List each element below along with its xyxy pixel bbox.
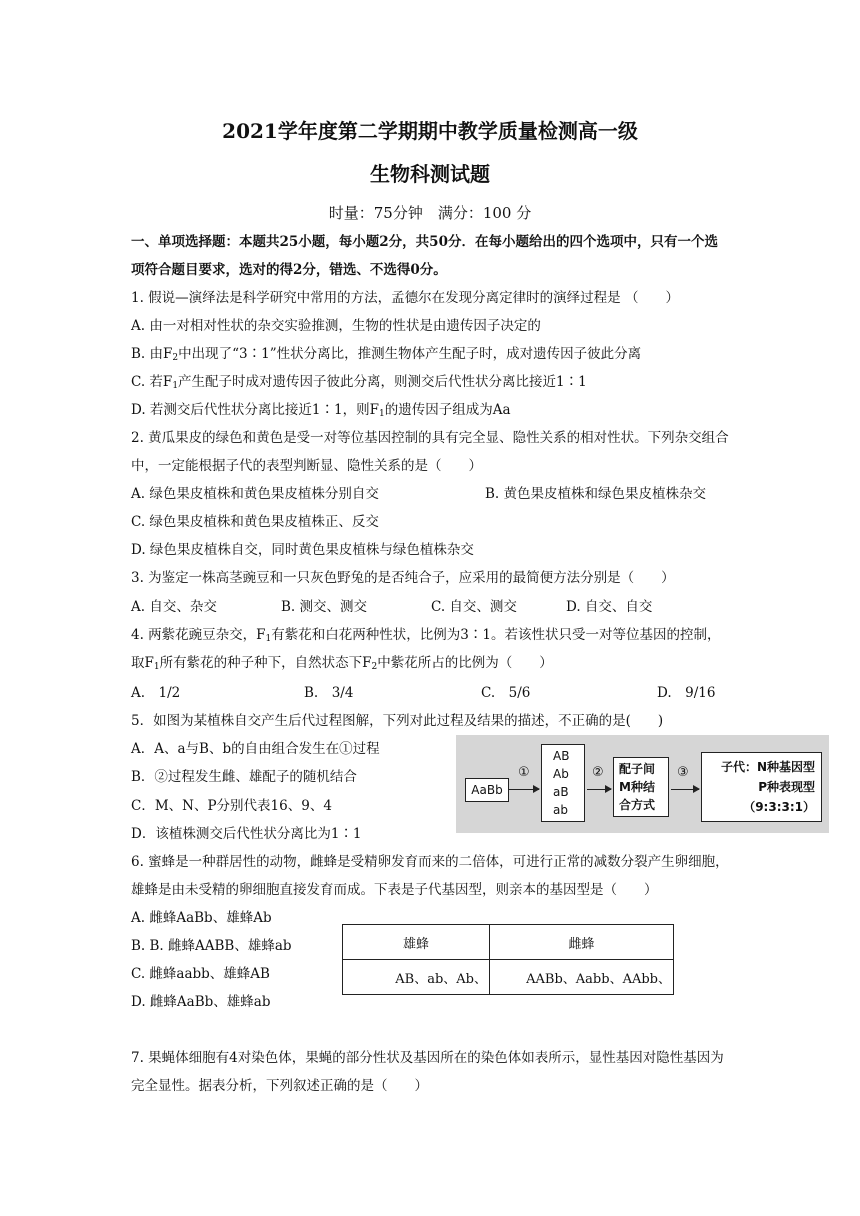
exam-time-info: 时量：75分钟 满分：100 分 (328, 204, 532, 222)
gamete-item: aB (553, 785, 569, 799)
q7-stem-line1: 7. 果蝇体细胞有4对染色体，果蝇的部分性状及基因所在的染色体如表所示，显性基因对隐性基因为 (131, 1050, 724, 1066)
q7-stem-line2: 完全显性。据表分析，下列叙述正确的是（ ） (131, 1078, 428, 1094)
step1-arrow (509, 789, 539, 790)
parent-genotype-box: AaBb (465, 778, 509, 802)
table-header-cell: 雌蜂 (490, 925, 674, 960)
q5-stem: 5．如图为某植株自交产生后代过程图解，下列对此过程及结果的描述，不正确的是( ) (131, 713, 664, 729)
exam-subject: 生物科测试题 (370, 162, 490, 186)
q2-option-c: C. 绿色果皮植株和黄色果皮植株正、反交 (131, 514, 379, 530)
q2-stem-line1: 2. 黄瓜果皮的绿色和黄色是受一对等位基因控制的具有完全显、隐性关系的相对性状。下列杂交组合 (131, 430, 729, 446)
q4-option-d: D. 9/16 (657, 685, 716, 701)
step2-label: ② (592, 765, 604, 780)
q4-stem-line1: 4. 两紫花豌豆杂交，$F_1$有紫花和白花两种性状，比例为3∶1。若该性状只受一对等位基因的控制， (131, 627, 721, 644)
combination-text: 配子间 (619, 762, 656, 776)
combination-box (613, 757, 669, 817)
q2-stem-line2: 中，一定能根据子代的表型判断显、隐性关系的是（ ） (131, 458, 482, 474)
q5-process-diagram (456, 735, 829, 833)
q4-option-a: A. 1/2 (131, 685, 181, 701)
q5-option-c: C．M、N、P分别代表16、9、4 (131, 798, 332, 814)
offspring-genotype-table (342, 924, 674, 995)
q6-option-b: B. B. 雌蜂AABB、雄蜂ab (131, 938, 292, 954)
step3-arrow (671, 789, 699, 790)
q3-option-a: A. 自交、杂交 (131, 599, 217, 615)
combination-text: 合方式 (619, 798, 656, 812)
q6-option-c: C. 雌蜂aabb、雄蜂AB (131, 966, 270, 982)
q6-option-d: D. 雌蜂AaBb、雄蜂ab (131, 994, 271, 1010)
q5-option-b: B．②过程发生雌、雄配子的随机结合 (131, 769, 357, 785)
q3-option-b: B. 测交、测交 (281, 599, 368, 615)
table-cell: AB、ab、Ab、 (343, 960, 490, 995)
gamete-item: ab (553, 803, 568, 817)
table-cell: AABb、Aabb、AAbb、 (490, 960, 674, 995)
q3-option-c: C. 自交、测交 (431, 599, 517, 615)
gamete-item: Ab (553, 767, 569, 781)
step1-label: ① (518, 765, 530, 780)
exam-title: 2021学年度第二学期期中教学质量检测高一级 (222, 119, 638, 143)
section-intro-line2: 项符合题目要求，选对的得2分，错选、不选得0分。 (131, 262, 447, 278)
q3-stem: 3. 为鉴定一株高茎豌豆和一只灰色野兔的是否纯合子，应采用的最简便方法分别是（ ） (131, 570, 675, 586)
q1-option-d: D. 若测交后代性状分离比接近1∶1，则$F_1$的遗传因子组成为Aa (131, 402, 511, 419)
q4-option-c: C. 5/6 (481, 685, 531, 701)
q3-option-d: D. 自交、自交 (566, 599, 653, 615)
q4-stem-line2: 取$F_1$所有紫花的种子种下，自然状态下$F_2$中紫花所占的比例为（ ） (131, 655, 553, 672)
q2-option-a: A. 绿色果皮植株和黄色果皮植株分别自交 (131, 486, 379, 502)
gamete-item: AB (553, 749, 570, 763)
step2-arrow (587, 789, 611, 790)
q6-stem-line2: 雄蜂是由未受精的卵细胞直接发育而成。下表是子代基因型，则亲本的基因型是（ ） (131, 882, 658, 898)
offspring-box (701, 752, 822, 822)
table-row (343, 960, 674, 995)
table-header-cell: 雄蜂 (343, 925, 490, 960)
table-header-row (343, 925, 674, 960)
q6-stem-line1: 6. 蜜蜂是一种群居性的动物，雌蜂是受精卵发育而来的二倍体，可进行正常的减数分裂产生卵细胞， (131, 854, 729, 870)
offspring-text: P种表现型 (758, 780, 815, 794)
step3-label: ③ (677, 765, 689, 780)
offspring-text: 子代：N种基因型 (720, 760, 815, 774)
q2-option-d: D. 绿色果皮植株自交，同时黄色果皮植株与绿色植株杂交 (131, 542, 474, 558)
q1-option-c: C. 若$F_1$产生配子时成对遗传因子彼此分离，则测交后代性状分离比接近1∶1 (131, 374, 587, 391)
combination-text: M种结 (619, 780, 655, 794)
q6-option-a: A. 雌蜂AaBb、雄蜂Ab (131, 910, 272, 926)
gametes-box (541, 744, 585, 822)
q1-stem: 1. 假说—演绎法是科学研究中常用的方法，孟德尔在发现分离定律时的演绎过程是 （ ） (131, 290, 679, 306)
q5-option-a: A．A、a与B、b的自由组合发生在①过程 (131, 741, 380, 757)
offspring-text: （9:3:3:1） (743, 800, 815, 814)
q5-option-d: D．该植株测交后代性状分离比为1∶1 (131, 826, 362, 842)
section-intro-line1: 一、单项选择题：本题共25小题，每小题2分，共50分．在每小题给出的四个选项中，只有一个选 (131, 234, 718, 250)
q1-option-a: A. 由一对相对性状的杂交实验推测，生物的性状是由遗传因子决定的 (131, 318, 541, 334)
q1-option-b: B. 由$F_2$中出现了“3∶1”性状分离比，推测生物体产生配子时，成对遗传因子彼此分离 (131, 346, 642, 363)
q2-option-b: B. 黄色果皮植株和绿色果皮植株杂交 (485, 486, 707, 502)
q4-option-b: B. 3/4 (304, 685, 354, 701)
